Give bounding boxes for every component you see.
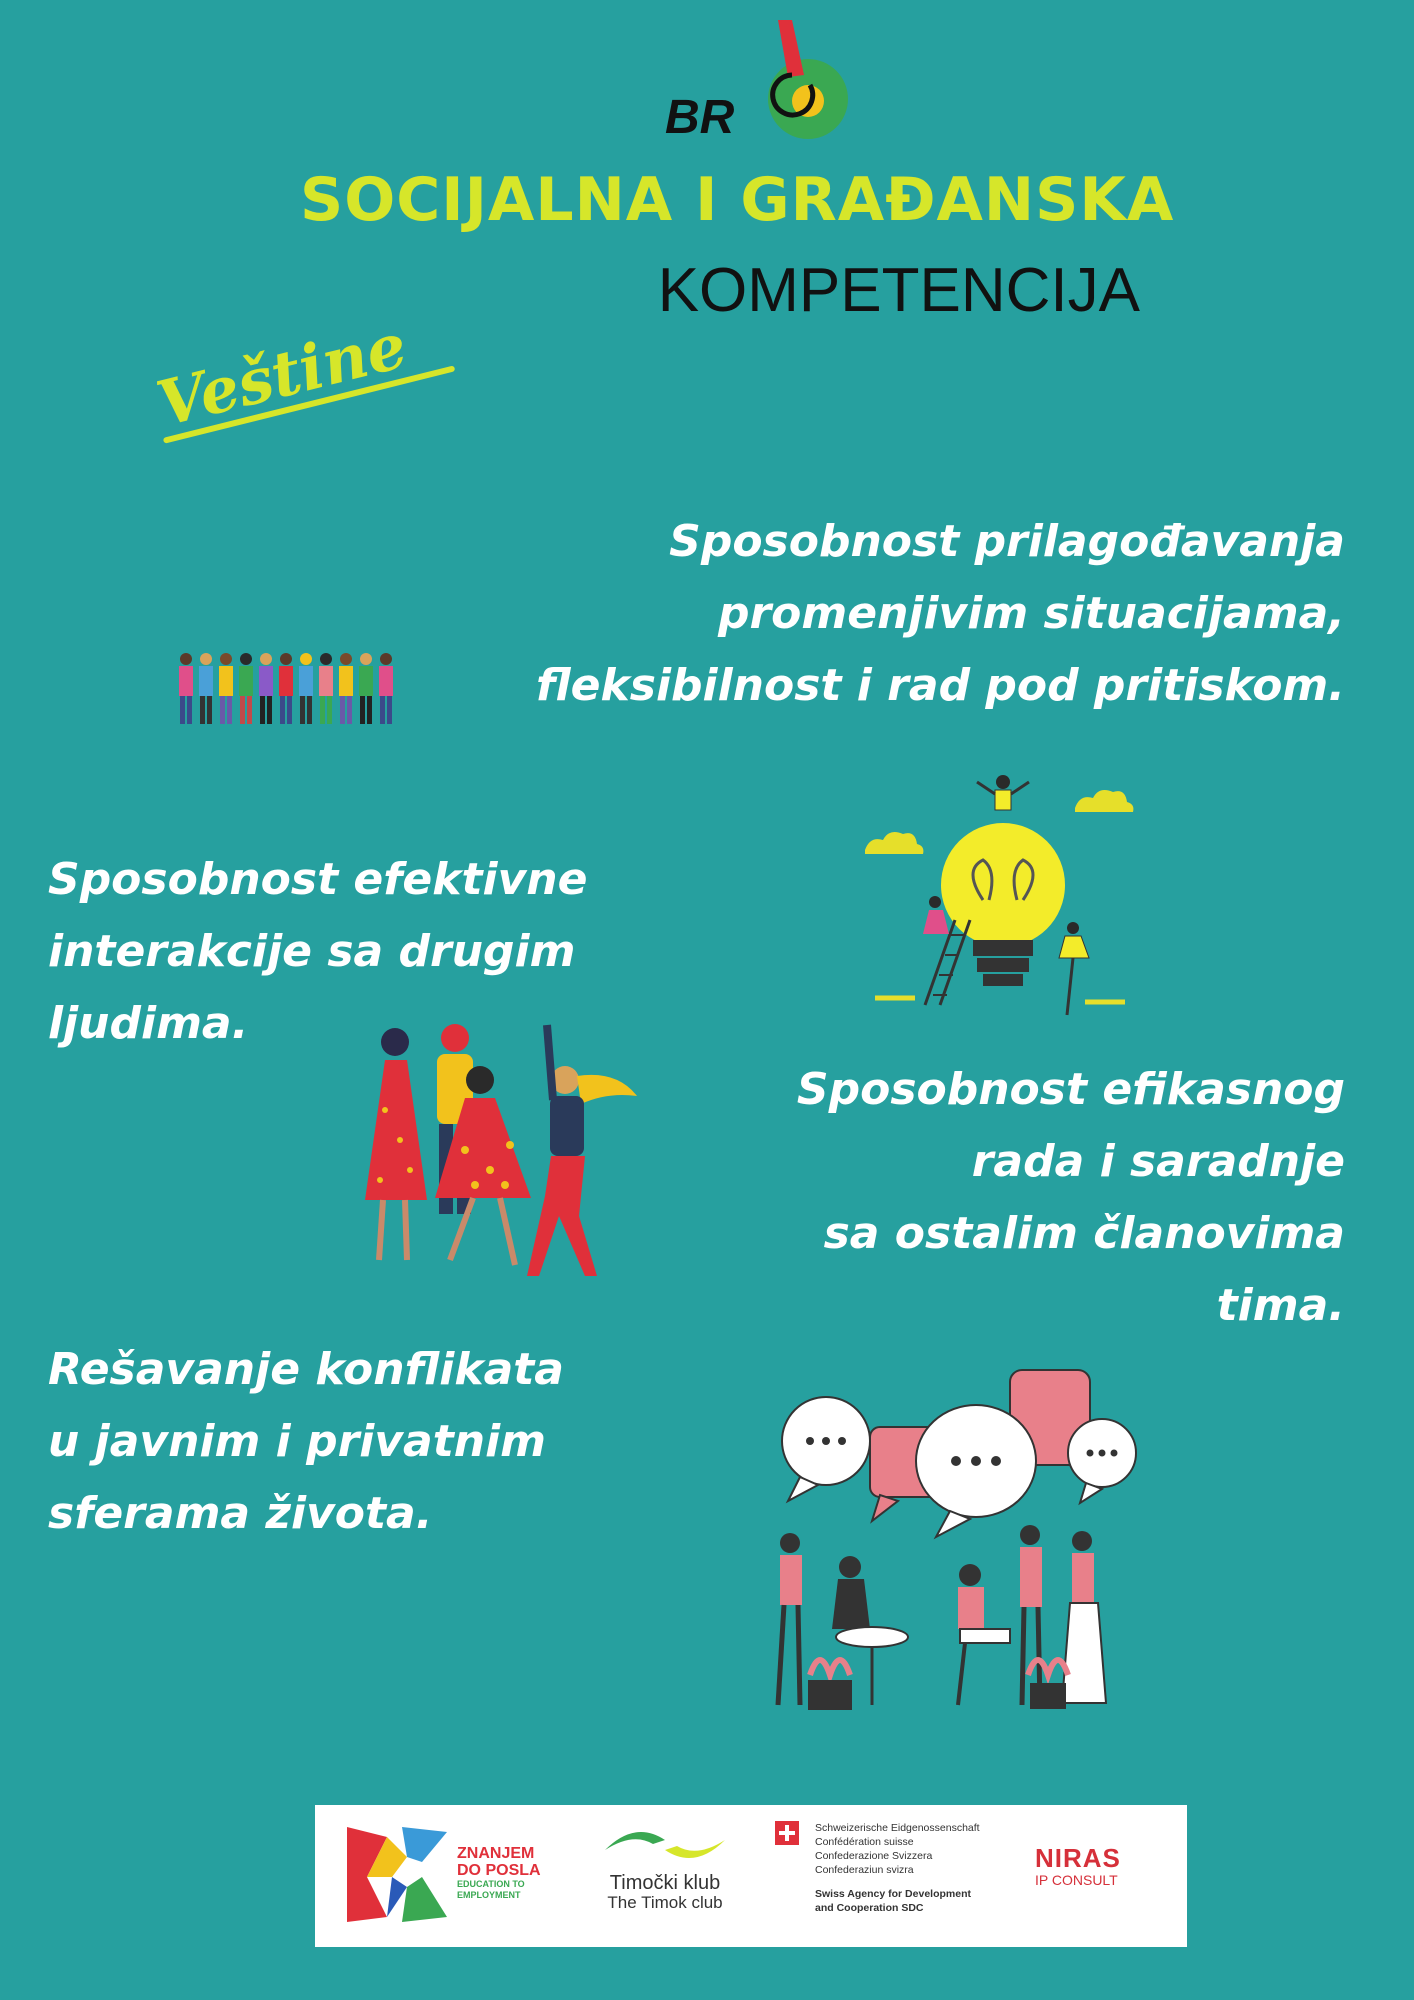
page-title: SOCIJALNA I GRAĐANSKA [300, 165, 1175, 235]
skill-text-teamwork: Sposobnost efikasnog rada i saradnje sa ostalim članovima tima. [796, 1064, 1345, 1331]
dancing-people-illustration [355, 1020, 645, 1285]
skill-text-conflict-resolution: Rešavanje konflikata u javnim i privatnim sferama života. [48, 1344, 564, 1539]
conversation-illustration [760, 1365, 1140, 1725]
section-heading: Veštine [150, 298, 455, 442]
znanjem-do-posla-logo: ZNANJEM DO POSLA EDUCATION TO EMPLOYMENT [347, 1827, 547, 1927]
people-row-illustration [175, 650, 400, 730]
badge-label: BR [665, 91, 735, 144]
swiss-sdc-logo: Schweizerische Eidgenossenschaft Confédération suisse Confederazione Svizzera Confederaziun svizra Swiss Agency for Development and Cooperation SDC [775, 1821, 1015, 1931]
swiss-flag-icon [775, 1821, 799, 1845]
skill-text-interaction: Sposobnost efektivne interakcije sa drugim ljudima. [48, 854, 588, 1049]
lightbulb-illustration [855, 770, 1145, 1020]
page-subtitle: KOMPETENCIJA [657, 256, 1140, 325]
partner-logos-footer [315, 1805, 1187, 1947]
niras-logo: NIRAS IP CONSULT [1035, 1843, 1121, 1888]
skill-text-adaptability: Sposobnost prilagođavanja promenjivim situacijama, fleksibilnost i rad pod pritiskom. [536, 516, 1345, 711]
timok-club-logo: Timočki klub The Timok club [590, 1825, 740, 1925]
